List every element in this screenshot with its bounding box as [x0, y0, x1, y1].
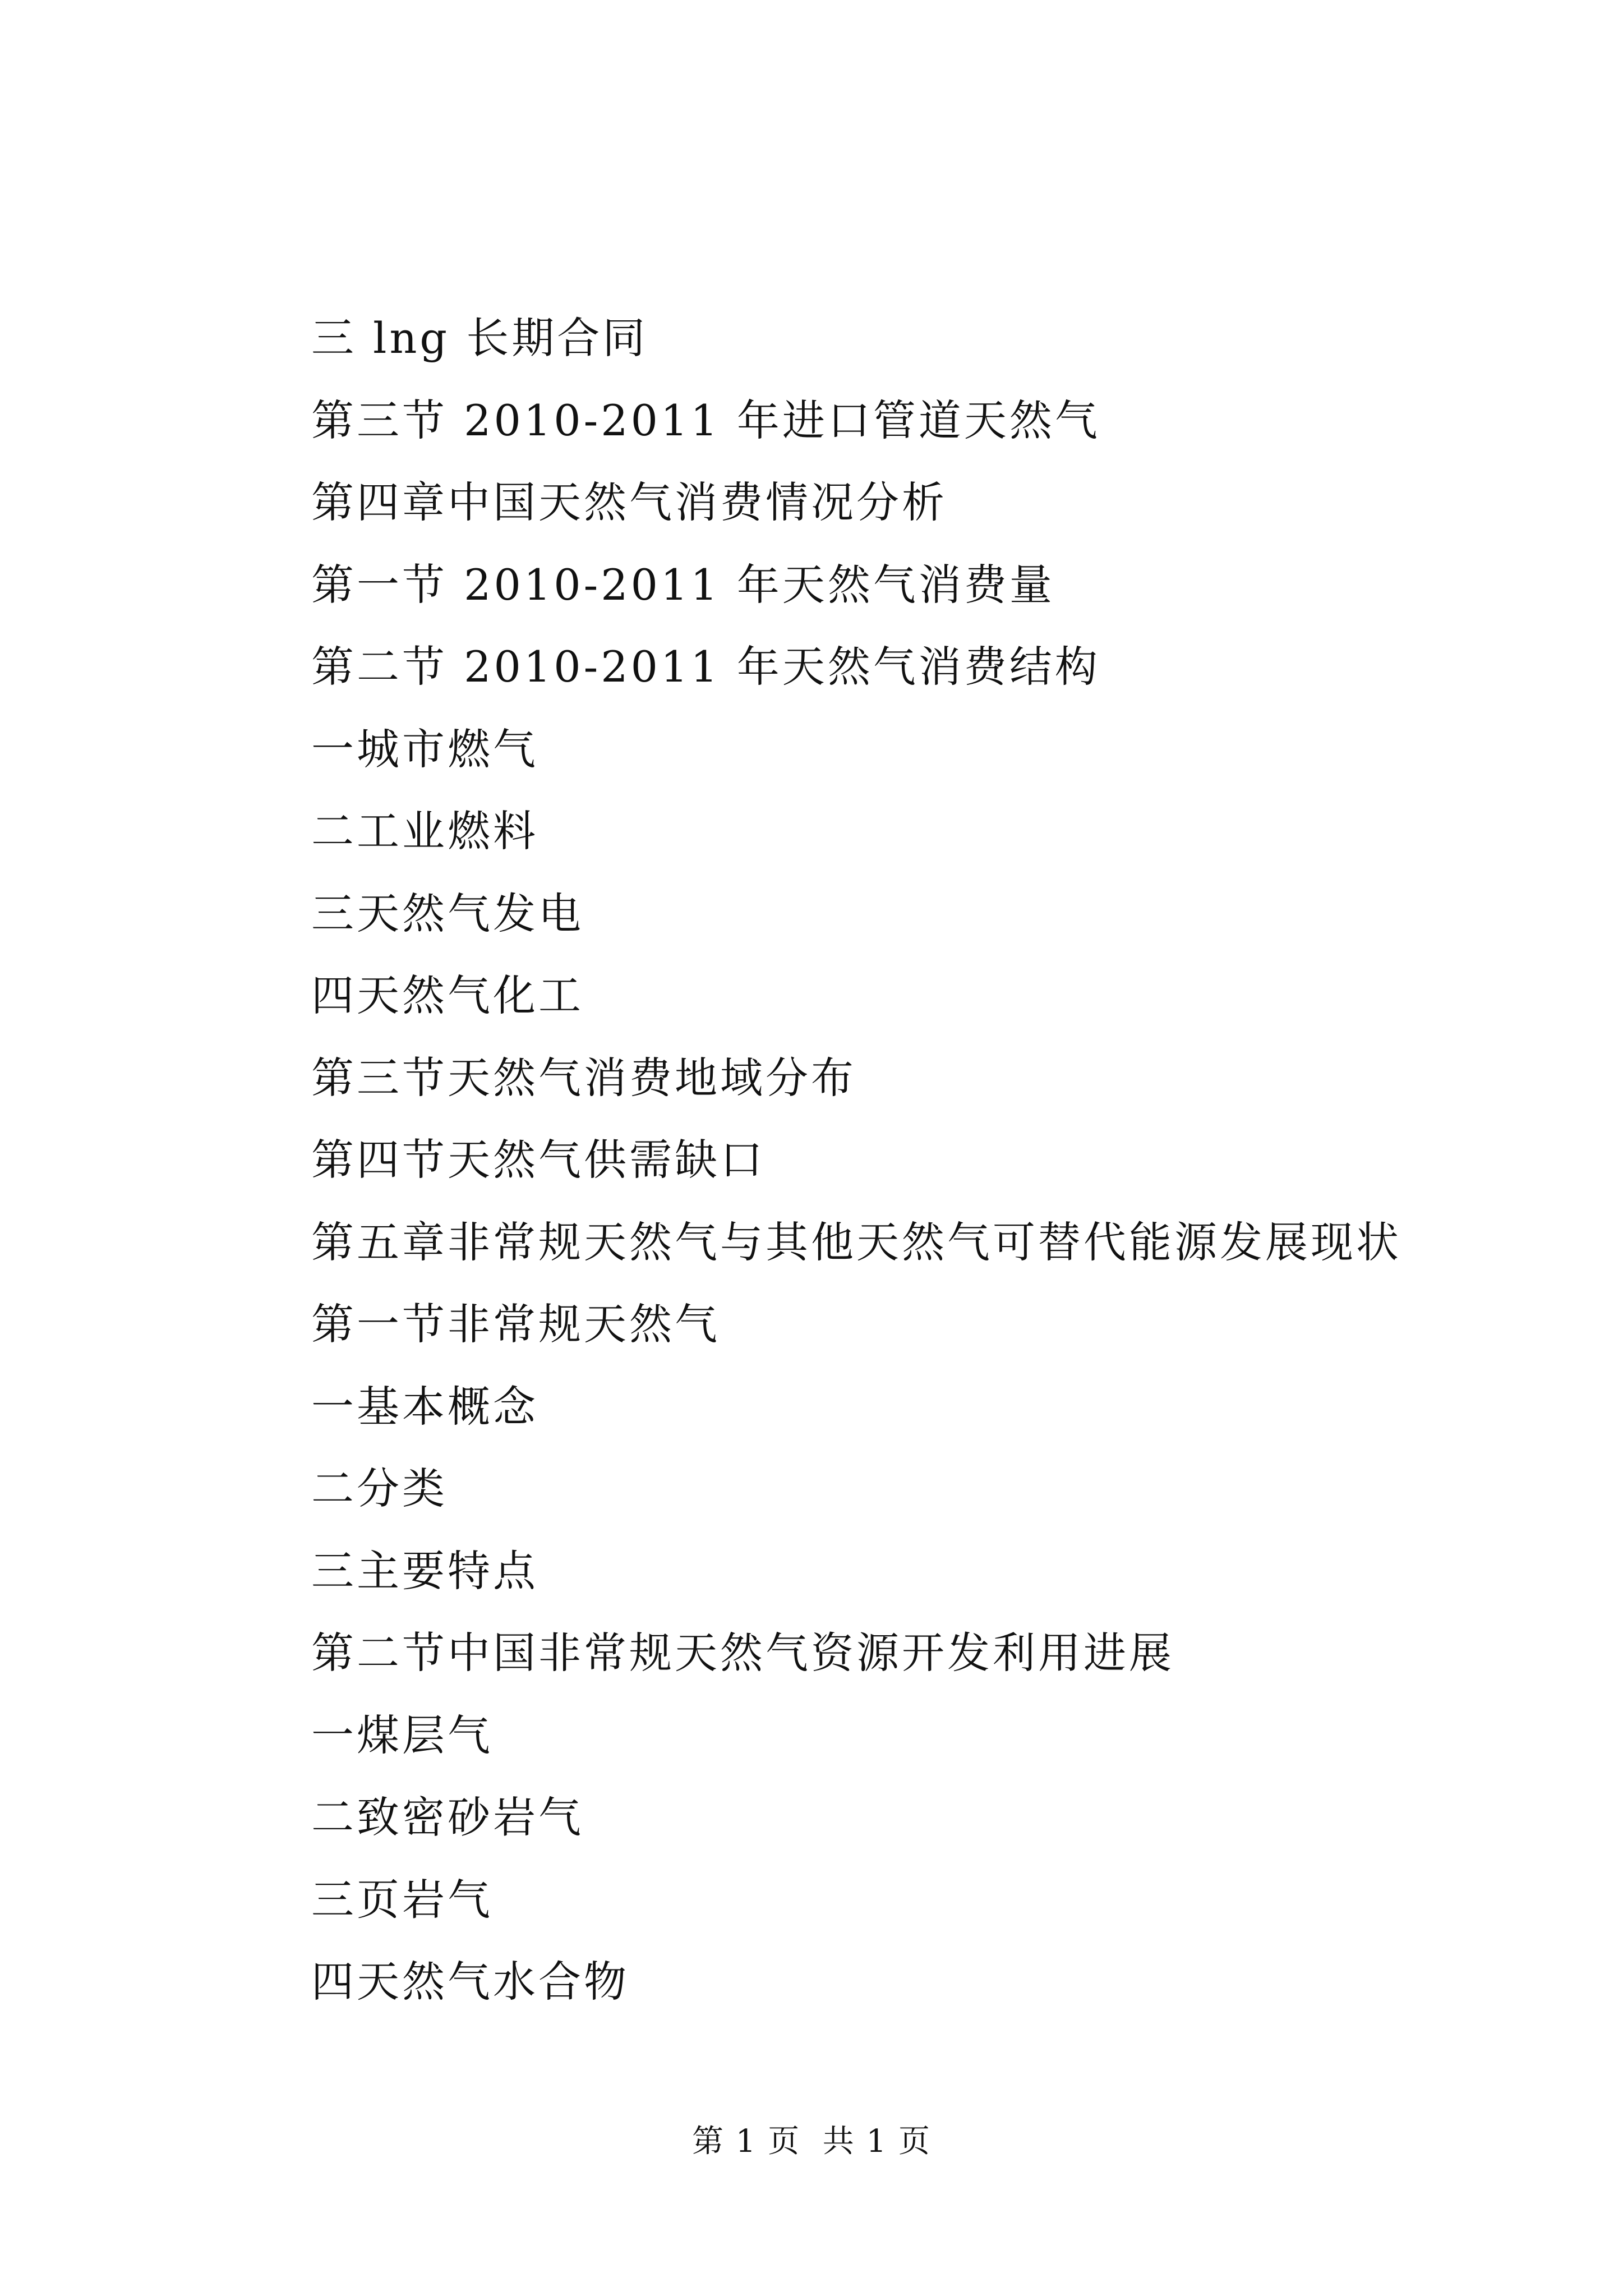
toc-line: 四天然气化工 [311, 970, 584, 1020]
toc-line: 三主要特点 [311, 1545, 538, 1596]
toc-line: 一基本概念 [311, 1381, 538, 1432]
toc-line: 第五章非常规天然气与其他天然气可替代能源发展现状 [311, 1217, 1401, 1267]
toc-line: 三 lng 长期合同 [311, 313, 648, 363]
toc-line: 三天然气发电 [311, 888, 584, 938]
toc-line: 第一节非常规天然气 [311, 1299, 720, 1349]
toc-line: 第四章中国天然气消费情况分析 [311, 477, 947, 527]
toc-line: 第三节天然气消费地域分布 [311, 1052, 856, 1103]
toc-line: 第二节中国非常规天然气资源开发利用进展 [311, 1628, 1174, 1678]
toc-line: 二分类 [311, 1464, 448, 1513]
toc-line: 第三节 2010-2011 年进口管道天然气 [311, 395, 1100, 445]
toc-line: 一煤层气 [311, 1710, 493, 1760]
toc-line: 一城市燃气 [311, 724, 538, 774]
toc-line: 第四节天然气供需缺口 [311, 1135, 766, 1185]
page-footer: 第 1 页 共 1 页 [691, 2123, 932, 2160]
toc-line: 四天然气水合物 [311, 1957, 629, 2007]
toc-line: 三页岩气 [311, 1874, 493, 1925]
table-of-contents [311, 307, 1545, 2033]
toc-line: 第一节 2010-2011 年天然气消费量 [311, 559, 1055, 610]
toc-line: 第二节 2010-2011 年天然气消费结构 [311, 642, 1100, 692]
toc-line: 二工业燃料 [311, 806, 538, 856]
toc-line: 二致密砂岩气 [311, 1792, 584, 1842]
